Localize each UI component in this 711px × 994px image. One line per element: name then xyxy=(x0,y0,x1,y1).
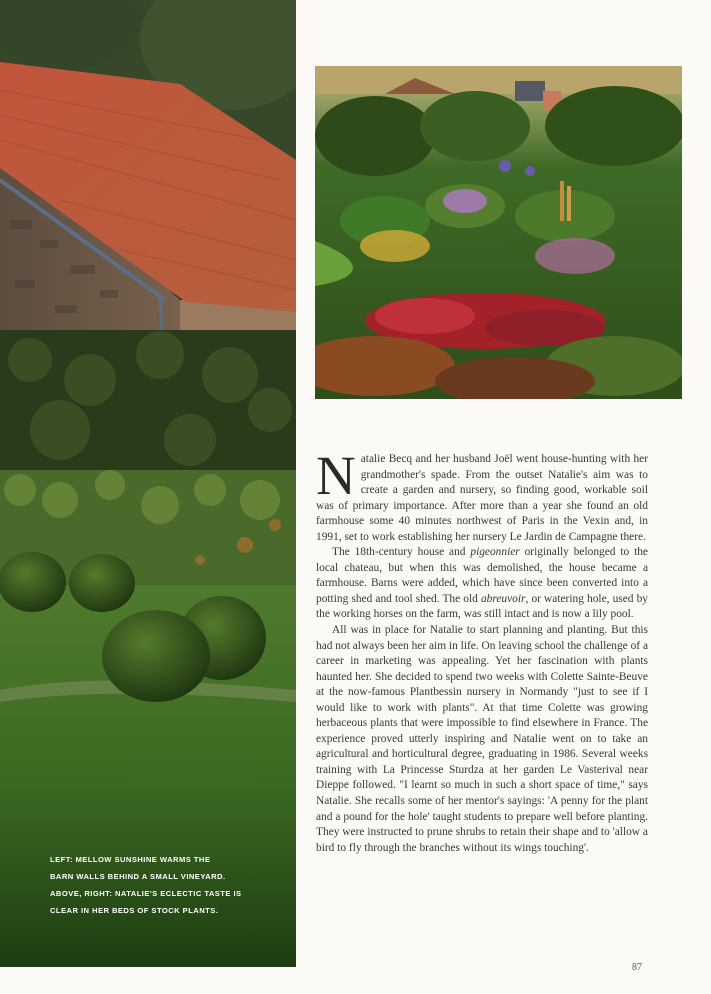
flower-beds-illustration xyxy=(315,66,682,399)
pigeonnier-term: pigeonnier xyxy=(470,546,520,559)
paragraph-2-text-c: , or watering hole, used by the working horses on the farm, was still intact and is now a lily pool. xyxy=(316,592,648,621)
caption-line-2: BARN WALLS BEHIND A SMALL VINEYARD. xyxy=(50,872,226,881)
drop-cap: N xyxy=(316,445,356,506)
paragraph-2 xyxy=(316,545,648,623)
caption-line-3: ABOVE, RIGHT: NATALIE'S ECLECTIC TASTE IS xyxy=(50,889,242,898)
flower-beds-photo xyxy=(315,66,682,399)
paragraph-1-text: atalie Becq and her husband Joël went house-hunting with her grandmother's spade. From the outset Natalie's aim was to create a garden and nursery, so finding good, workable soil was of primary importance. After more than a year she found an old farmhouse some 40 minutes northwest of Paris in the Vexin and, in 1991, set to work establishing her nursery Le Jardin de Campagne there. xyxy=(316,453,648,543)
photo-caption xyxy=(50,851,270,919)
paragraph-2-text-b: originally belonged to the local chateau, but when this was demolished, the house became a farmhouse. Barns were added, which have since been converted into a potting shed and tool shed. The old xyxy=(316,546,648,605)
paragraph-2-text-a: The 18th-century house and xyxy=(332,546,471,559)
caption-line-4: CLEAR IN HER BEDS OF STOCK PLANTS. xyxy=(50,906,219,915)
page-number: 87 xyxy=(632,962,642,973)
barn-vineyard-photo xyxy=(0,0,296,967)
paragraph-1 xyxy=(316,445,648,545)
paragraph-3: All was in place for Natalie to start planning and planting. But this had not always been her aim in life. On leaving school the challenge of a career in marketing was appealing. Yet her fascination with plants haunted her. She decided to spend two weeks with Colette Sainte-Beuve at the now-famous Plantbessin nursery in Normandy "just to see if I would like to work with plants". At that time Colette was growing herbaceous plants that were impossible to find elsewhere in France. The experience proved utterly inspiring and Natalie went on to take an agricultural and horticultural degree, graduating in 1986. Several weeks training with La Princesse Sturdza at her garden Le Vasterival near Dieppe followed. "I learnt so much in such a short space of time," says Natalie. She recalls some of her mentor's sayings: 'A penny for the plant and a pound for the hole' taught students to prepare well before planting. They were instructed to prune shrubs to retain their shape and to 'allow a bird to fly through the branches without its wings touching'. xyxy=(316,624,648,854)
article-body xyxy=(316,445,648,856)
caption-line-1: LEFT: MELLOW SUNSHINE WARMS THE xyxy=(50,855,211,864)
abreuvoir-term: abreuvoir xyxy=(480,592,526,605)
barn-vineyard-illustration xyxy=(0,0,296,967)
